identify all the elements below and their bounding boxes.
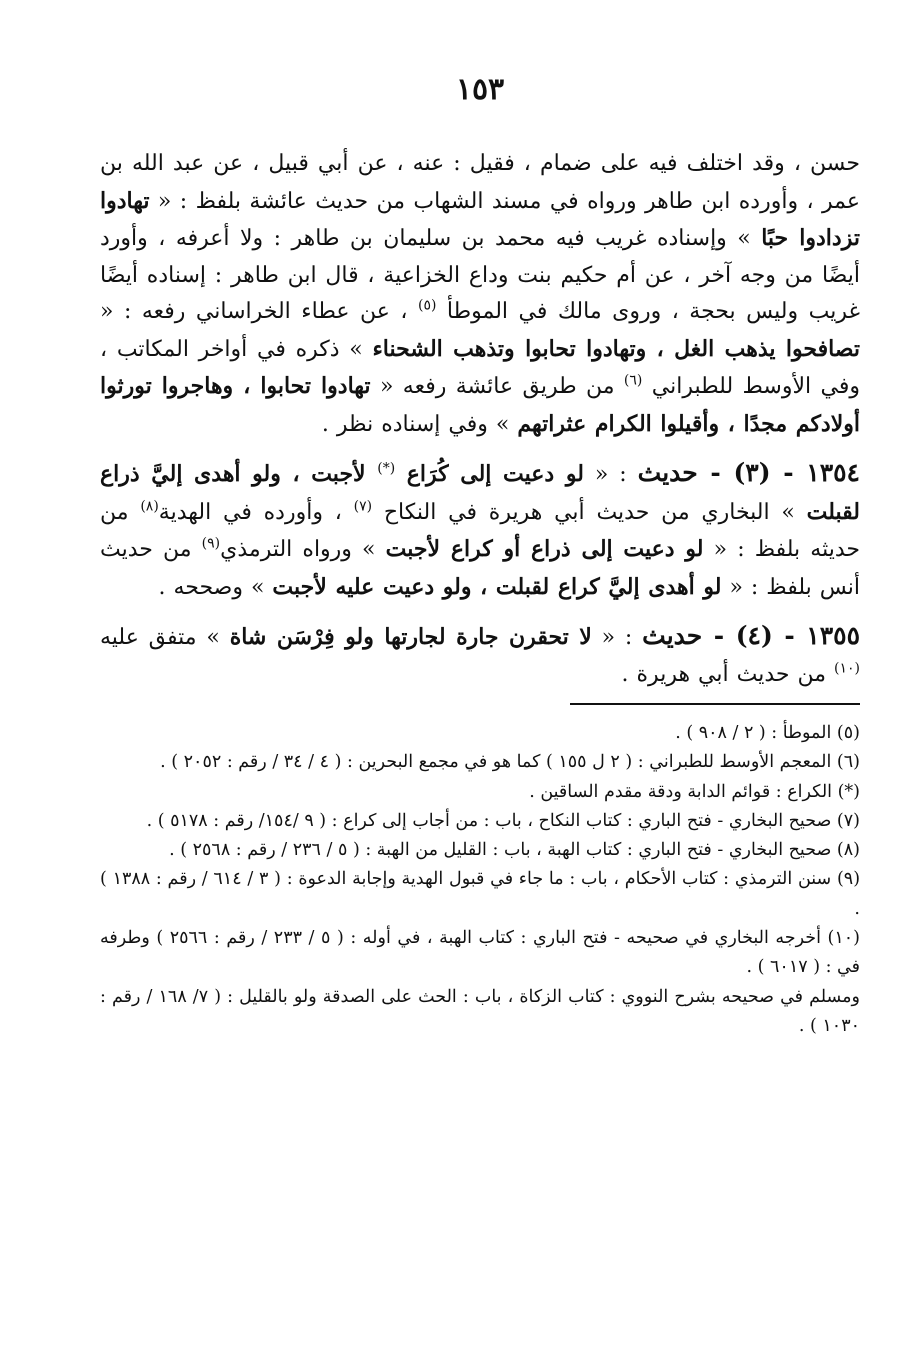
body-text: حسن ، وقد اختلف فيه على ضمام ، فقيل : عنه ، عن أبي قبيل ، عن عبد الله بن عمر ، وأورده ابن طاهر ورواه في مسند الشهاب من حديث عائشة بلفظ : «: [100, 151, 860, 214]
body-paragraph-1: [100, 146, 860, 443]
body-text: من طريق عائشة رفعه «: [370, 374, 624, 399]
body-text: من حديث أبي هريرة .: [621, 661, 835, 687]
footnote-ref: (٧): [353, 498, 373, 515]
body-text: » ذكره في أواخر المكاتب ، وفي الأوسط للطبراني: [100, 336, 860, 399]
quoted-hadith-text: لو أهدى إليَّ كراع لقبلت ، ولو دعيت عليه لأجبت: [272, 573, 722, 600]
body-text: » البخاري من حديث أبي هريرة في النكاح: [372, 499, 807, 525]
footnote-ref: (٥): [417, 297, 437, 314]
hadith-1354-paragraph: [100, 455, 860, 606]
quoted-hadith-text: تهادوا تحابوا ، وهاجروا تورثوا أولادكم مجدًا ، وأقيلوا الكرام عثراتهم: [100, 373, 860, 437]
footnote: (٨) صحيح البخاري - فتح الباري : كتاب الهبة ، باب : القليل من الهبة : ( ٥ / ٢٣٦ / رقم : ٢٥٦٨ ) .: [169, 840, 860, 861]
hadith-number: ١٣٥٤ - (٣) - حديث: [637, 458, 860, 487]
quoted-hadith-text: لو دعيت إلى كُرَاع: [395, 461, 584, 487]
body-text: : «: [583, 462, 638, 487]
quoted-hadith-text: لا تحقرن جارة لجارتها ولو فِرْسَن شاة: [229, 624, 592, 650]
quoted-hadith-text: تصافحوا يذهب الغل ، وتهادوا تحابوا وتذهب الشحناء: [372, 335, 860, 362]
footnotes: [100, 719, 860, 1041]
footnote: ومسلم في صحيحه بشرح النووي : كتاب الزكاة ، باب : الحث على الصدقة ولو بالقليل : ( ٧/ ١٦٨ / رقم : ١٠٣٠ ) .: [100, 986, 860, 1036]
footnote: (*) الكراع : قوائم الدابة ودقة مقدم الساقين .: [529, 781, 860, 802]
body-text: من حديث أنس بلفظ : «: [100, 537, 860, 600]
quoted-hadith-text: لو دعيت إلى ذراع أو كراع لأجبت: [385, 536, 704, 562]
footnote-ref: (٩): [201, 535, 221, 552]
footnote: (٩) سنن الترمذي : كتاب الأحكام ، باب : ما جاء في قبول الهدية وإجابة الدعوة : ( ٣ / ٦١٤ / رقم : ١٣٨٨ ) .: [100, 869, 861, 919]
footnote: (٧) صحيح البخاري - فتح الباري : كتاب النكاح ، باب : من أجاب إلى كراع : ( ٩ /١٥٤/ رقم : ٥١٧٨ ) .: [146, 810, 860, 831]
body-text: » وإسناده غريب فيه محمد بن سليمان بن طاهر : ولا أعرفه ، وأورد أيضًا من وجه آخر ، عن أم حكيم بنت وداع الخزاعية ، قال ابن طاهر : إسناده أيضًا غريب وليس بحجة ، وروى مالك في الموطأ: [100, 226, 861, 324]
footnote: (١٠) أخرجه البخاري في صحيحه - فتح الباري : كتاب الهبة ، في أوله : ( ٥ / ٢٣٣ / رقم : ٢٥٦٦ ) وطرفه في : ( ٦٠١٧ ) .: [100, 928, 860, 978]
hadith-number: ١٣٥٥ - (٤) - حديث: [642, 621, 860, 650]
footnote-ref: (*): [377, 460, 396, 477]
footnote-ref: (٨): [140, 498, 159, 515]
body-text: ، وأورده في الهدية: [158, 499, 354, 525]
quoted-hadith-text: تهادوا تزدادوا حبًا: [100, 187, 860, 251]
body-text: : «: [591, 625, 643, 650]
body-text: » ورواه الترمذي: [220, 537, 386, 562]
footnote-ref: (١٠): [834, 660, 860, 677]
footnote-ref: (٦): [623, 372, 643, 389]
quoted-hadith-text: لأجبت ، ولو أهدى إليَّ ذراع لقبلت: [100, 461, 861, 525]
body-text: » وفي إسناده نظر .: [321, 411, 518, 437]
body-text: ، عن عطاء الخراساني رفعه : «: [100, 299, 418, 324]
footnote: (٥) الموطأ : ( ٢ / ٩٠٨ ) .: [675, 723, 860, 743]
footnote-divider: [570, 703, 860, 705]
page-number: ١٥٣: [455, 72, 505, 107]
footnote: (٦) المعجم الأوسط للطبراني : ( ٢ ل ١٥٥ ) كما هو في مجمع البحرين : ( ٤ / ٣٤ / رقم : ٢٠٥٢ ) .: [160, 752, 860, 773]
body-text: » وصححه .: [158, 574, 273, 600]
body-text: » متفق عليه: [100, 625, 230, 650]
hadith-1355-paragraph: [100, 618, 860, 693]
body-text: من حديثه بلفظ : «: [100, 499, 860, 562]
